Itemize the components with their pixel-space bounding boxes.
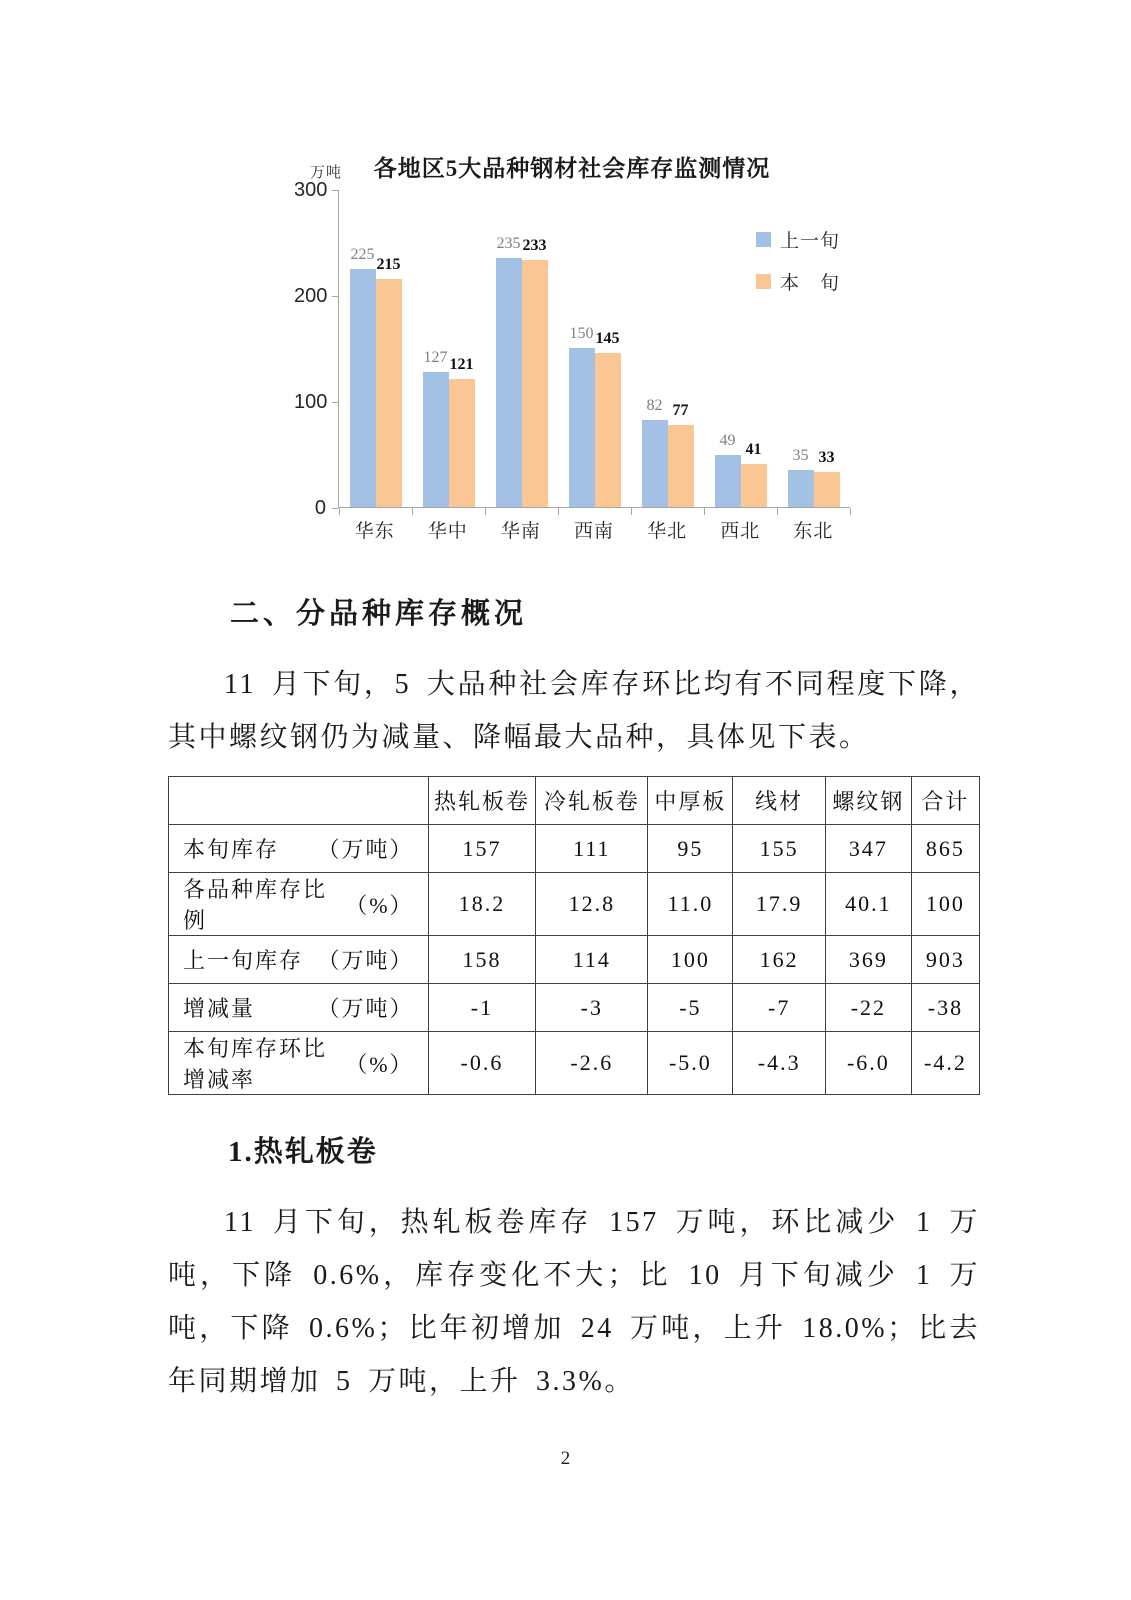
- bar-本 旬-西南: [595, 353, 621, 507]
- regional-inventory-bar-chart: [294, 150, 850, 543]
- bar-value-label: 235: [496, 234, 521, 252]
- x-category-label: 华东: [354, 521, 395, 542]
- x-axis-tick: [412, 508, 413, 515]
- bar-value-label: 41: [745, 440, 762, 458]
- row-unit: （%）: [345, 1051, 414, 1077]
- table-cell: 100: [648, 936, 733, 984]
- bar-group-西北: [704, 190, 777, 507]
- bar-上一旬-华南: [496, 258, 522, 507]
- bar-wrap: [741, 190, 767, 507]
- row-header-inner: [183, 944, 414, 975]
- table-column-header: 螺纹钢: [825, 777, 911, 825]
- x-axis-tick: [850, 508, 851, 515]
- x-category-label: 东北: [793, 521, 834, 542]
- chart-header: [294, 150, 850, 184]
- y-axis: [294, 179, 338, 519]
- bar-group-东北: [777, 190, 850, 507]
- table-cell: 40.1: [825, 873, 911, 936]
- table-row-header: [169, 825, 429, 873]
- table-cell: -3: [536, 984, 648, 1032]
- x-category-label: 华南: [500, 521, 541, 542]
- row-label: 增减量: [183, 996, 256, 1021]
- row-header-inner: [183, 873, 414, 935]
- table-row-header: [169, 1032, 429, 1095]
- bar-value-label: 35: [792, 446, 809, 464]
- table-cell: -5.0: [648, 1032, 733, 1095]
- x-category-label: 华北: [647, 521, 688, 542]
- bar-value-label: 77: [672, 402, 689, 420]
- x-category-label: 西南: [573, 521, 614, 542]
- table-cell: 11.0: [648, 873, 733, 936]
- table-cell: -7: [733, 984, 825, 1032]
- bar-value-label: 233: [522, 237, 547, 255]
- table-cell: -4.3: [733, 1032, 825, 1095]
- table-column-header: 合计: [911, 777, 979, 825]
- table-cell: 114: [536, 936, 648, 984]
- y-tick-label: 100: [294, 391, 328, 413]
- section-paragraph: 11 月下旬，5 大品种社会库存环比均有不同程度下降，其中螺纹钢仍为减量、降幅最大品种，具体见下表。: [168, 669, 980, 753]
- bar-group-华中: [412, 190, 485, 507]
- table-cell: 155: [733, 825, 825, 873]
- bar-上一旬-东北: [788, 470, 814, 507]
- bar-本 旬-西北: [741, 464, 767, 507]
- bar-wrap: [595, 190, 621, 507]
- legend-label: 本 旬: [779, 273, 840, 294]
- row-label: 各品种库存比例: [183, 877, 328, 933]
- bar-value-label: 33: [818, 449, 835, 467]
- table-cell: 158: [428, 936, 536, 984]
- table-column-header: 中厚板: [648, 777, 733, 825]
- bar-本 旬-华北: [668, 425, 694, 507]
- x-axis-tick: [631, 508, 632, 515]
- row-header-inner: [183, 992, 414, 1023]
- table-row: [169, 873, 980, 936]
- bar-本 旬-华东: [376, 279, 402, 507]
- chart-title: 各地区5大品种钢材社会库存监测情况: [373, 156, 771, 181]
- y-tick-mark: [332, 508, 338, 509]
- bar-wrap: [350, 190, 376, 507]
- table-row: [169, 936, 980, 984]
- table-cell: 347: [825, 825, 911, 873]
- bar-wrap: [788, 190, 814, 507]
- page-number: 2: [560, 1448, 571, 1469]
- table-cell: 162: [733, 936, 825, 984]
- row-unit: （%）: [345, 892, 414, 918]
- table-cell: -22: [825, 984, 911, 1032]
- bar-上一旬-华东: [350, 269, 376, 508]
- bar-group-华南: [485, 190, 558, 507]
- bar-上一旬-西南: [569, 348, 595, 507]
- table-cell: -6.0: [825, 1032, 911, 1095]
- table-cell: 95: [648, 825, 733, 873]
- bar-本 旬-东北: [814, 472, 840, 507]
- y-axis-unit-label: 万吨: [310, 165, 343, 181]
- table-cell: 17.9: [733, 873, 825, 936]
- table-cell: -4.2: [911, 1032, 979, 1095]
- table-row: [169, 1032, 980, 1095]
- table-row: [169, 825, 980, 873]
- plot-area: [338, 190, 850, 508]
- table-cell: 369: [825, 936, 911, 984]
- row-unit: （万吨）: [317, 837, 414, 862]
- row-label: 上一旬库存: [183, 948, 304, 973]
- table-header-row: [169, 777, 980, 825]
- section-heading: 二、分品种库存概况: [230, 598, 528, 630]
- table-cell: 157: [428, 825, 536, 873]
- subsection-paragraph: 11 月下旬，热轧板卷库存 157 万吨，环比减少 1 万吨，下降 0.6%，库存变化不大；比 10 月下旬减少 1 万吨，下降 0.6%；比年初增加 24 万吨，上升 18.0%；比去年同期增加 5 万吨，上升 3.3%。: [168, 1207, 980, 1397]
- row-header-inner: [183, 833, 414, 864]
- bar-上一旬-华北: [642, 420, 668, 507]
- row-label: 本旬库存环比增减率: [183, 1036, 328, 1092]
- bar-wrap: [715, 190, 741, 507]
- x-axis-tick: [704, 508, 705, 515]
- x-axis-tick: [558, 508, 559, 515]
- x-axis-tick: [485, 508, 486, 515]
- table-row-header: [169, 873, 429, 936]
- bar-value-label: 127: [423, 349, 448, 367]
- bar-wrap: [496, 190, 522, 507]
- y-tick-label: 300: [294, 179, 328, 201]
- bar-value-label: 145: [595, 330, 620, 348]
- table-cell: -1: [428, 984, 536, 1032]
- bar-value-label: 121: [449, 355, 474, 373]
- x-axis-labels: [338, 516, 850, 543]
- bar-wrap: [423, 190, 449, 507]
- table-cell: -38: [911, 984, 979, 1032]
- bar-wrap: [569, 190, 595, 507]
- table-body: [169, 825, 980, 1095]
- bar-wrap: [814, 190, 840, 507]
- y-tick-label: 0: [314, 497, 326, 519]
- bar-wrap: [522, 190, 548, 507]
- bar-value-label: 82: [646, 397, 663, 415]
- table-column-header: [169, 777, 429, 825]
- table-cell: -0.6: [428, 1032, 536, 1095]
- table-cell: 865: [911, 825, 979, 873]
- table-cell: 903: [911, 936, 979, 984]
- table-cell: 100: [911, 873, 979, 936]
- bar-wrap: [449, 190, 475, 507]
- table-row-header: [169, 936, 429, 984]
- subsection-heading: 1.热轧板卷: [228, 1136, 378, 1168]
- bar-wrap: [642, 190, 668, 507]
- table-row-header: [169, 984, 429, 1032]
- legend-label: 上一旬: [779, 231, 840, 252]
- row-header-inner: [183, 1032, 414, 1094]
- row-unit: （万吨）: [317, 948, 414, 973]
- table-cell: 12.8: [536, 873, 648, 936]
- inventory-table: [168, 776, 980, 1095]
- x-category-label: 西北: [720, 521, 761, 542]
- x-axis-tick: [777, 508, 778, 515]
- table-cell: -2.6: [536, 1032, 648, 1095]
- table-cell: 111: [536, 825, 648, 873]
- bar-group-华北: [631, 190, 704, 507]
- plot-row: [294, 179, 850, 519]
- row-unit: （万吨）: [317, 996, 414, 1021]
- bar-本 旬-华南: [522, 260, 548, 507]
- bar-value-label: 215: [376, 256, 401, 274]
- bar-本 旬-华中: [449, 379, 475, 507]
- bar-上一旬-西北: [715, 455, 741, 507]
- table-row: [169, 984, 980, 1032]
- table-cell: 18.2: [428, 873, 536, 936]
- table-cell: -5: [648, 984, 733, 1032]
- row-label: 本旬库存: [183, 837, 280, 862]
- bar-value-label: 150: [569, 325, 594, 342]
- bar-value-label: 49: [719, 432, 736, 450]
- bar-wrap: [668, 190, 694, 507]
- table-column-header: 热轧板卷: [428, 777, 536, 825]
- bar-group-西南: [558, 190, 631, 507]
- bar-group-华东: [339, 190, 412, 507]
- bar-上一旬-华中: [423, 372, 449, 507]
- table-column-header: 线材: [733, 777, 825, 825]
- x-axis-tick: [339, 508, 340, 515]
- y-tick-label: 200: [294, 285, 328, 307]
- x-category-label: 华中: [427, 521, 468, 542]
- bar-value-label: 225: [350, 245, 375, 263]
- table-column-header: 冷轧板卷: [536, 777, 648, 825]
- bar-wrap: [376, 190, 402, 507]
